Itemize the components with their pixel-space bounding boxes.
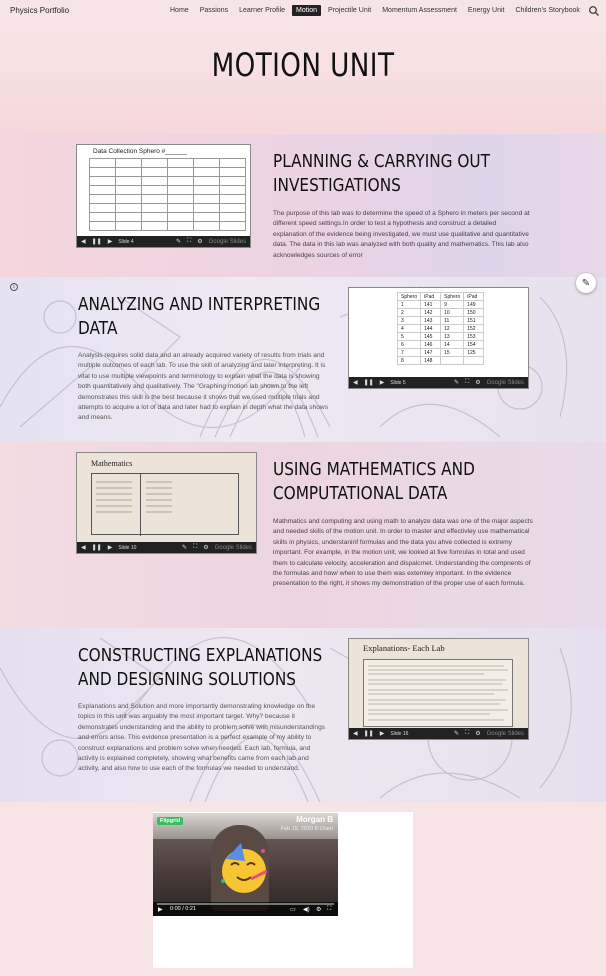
edit-pencil-button[interactable]: ✎: [576, 273, 596, 293]
nav-item-projectile-unit[interactable]: Projectile Unit: [328, 7, 372, 14]
slide-number[interactable]: Slide 4: [118, 238, 134, 245]
next-icon[interactable]: ▶: [107, 239, 113, 245]
pause-icon[interactable]: ❚❚: [363, 380, 374, 386]
table-cell: 8: [398, 357, 421, 365]
section-heading: ANALYZING AND INTERPRETING DATA: [78, 294, 321, 339]
slide-controls: [349, 728, 528, 739]
slides-embed-mathematics[interactable]: [76, 452, 257, 554]
video-date: Feb 19, 2020 8:15am: [280, 826, 333, 832]
previous-icon[interactable]: ◀: [353, 731, 358, 737]
pause-icon[interactable]: ❚❚: [363, 731, 374, 737]
video-time: 0:00 / 0:21: [170, 906, 196, 912]
section-planning: [0, 134, 606, 277]
table-cell: 146: [421, 341, 441, 349]
info-icon[interactable]: i: [10, 283, 18, 291]
table-cell: 13: [441, 333, 464, 341]
table-cell: 144: [421, 325, 441, 333]
slide-title: Explanations- Each Lab: [363, 643, 445, 653]
flipgrid-video[interactable]: [153, 813, 338, 916]
google-slides-logo: Google Slides: [214, 544, 252, 551]
lab-notes-lines: [364, 660, 514, 728]
table-cell: 9: [441, 301, 464, 309]
table-cell: 12: [441, 325, 464, 333]
slide-number[interactable]: Slide 10: [118, 544, 137, 551]
table-cell: 3: [398, 317, 421, 325]
table-cell: 2: [398, 309, 421, 317]
slides-embed-explanations[interactable]: [348, 638, 529, 740]
slides-embed-data-collection[interactable]: [76, 144, 251, 248]
google-slides-logo: Google Slides: [486, 379, 524, 386]
section-body: Analysis requires solid data and an already acquired variety of results from trials and multiple outcomes of each lab. To use the skill of analyzing and later interpreting. It is vital to use multiple viewpoints and terminology to explain what the data is showing both quantitatively and qualitatively. The "Graphing motion lab shown to the left demonstrates this skill is the best because it shows that we used multiple trials and attempts to acquire a lot of data and later had to explain in depth what the data shows and means.: [78, 352, 328, 422]
nav-item-motion[interactable]: Motion: [292, 5, 321, 16]
table-cell: 1: [398, 301, 421, 309]
formula-lines: [92, 474, 240, 536]
table-cell: 153: [464, 333, 484, 341]
table-cell: 141: [421, 301, 441, 309]
pencil-icon[interactable]: ✎: [454, 380, 460, 386]
section-body: Mathmatics and computing and using math to analyze data was one of the major aspects and needed skills of the motion unit. In order to master and effectivley use mathematical skills in physics, understaninf formulas and the data you ahve collected is extremy important. For example, in the motion unit, we looked at five fomrulas in total and used them to calculate velocity, acceleration and dispalcmet. Understanding the compnents of the formulas and how/ when to use them was extemley important. In the evidence presentation to the right, it shows my demonstration of the proper use of each formula.: [273, 518, 533, 588]
table-cell: 149: [464, 301, 484, 309]
nav-item-momentum-assessment[interactable]: Momentum Assessment: [382, 7, 457, 14]
formula-box: [91, 473, 239, 535]
section-body: Explanations and Solution and more importantly demonstrating knowledge on the topics in this unit was arguably the most important target. Why? because it demonstrates understanding and the ability to problem solve with misunderstandings and errors arise. This evidence presentation is a perfect example of my ability to construct explanations and problem solve when needed. Each lab, formula, and activity is explained completely, showing what benefits came from each lab and activity, and also how to use each of the formulas we needed to understand.: [78, 703, 326, 773]
gear-icon[interactable]: ⚙: [316, 907, 322, 913]
table-cell: 154: [464, 341, 484, 349]
table-cell: 147: [421, 349, 441, 357]
table-header: iPad: [464, 293, 484, 301]
search-icon[interactable]: [588, 5, 600, 17]
slide-controls: [77, 236, 250, 247]
table-cell: [464, 357, 484, 365]
section-analyzing: [0, 277, 606, 442]
google-slides-logo: Google Slides: [208, 238, 246, 245]
section-heading: CONSTRUCTING EXPLANATIONS AND DESIGNING SOLUTIONS: [78, 645, 323, 690]
gear-icon[interactable]: ⚙: [203, 545, 209, 551]
previous-icon[interactable]: ◀: [81, 545, 86, 551]
nav-item-passions[interactable]: Passions: [199, 7, 229, 14]
gear-icon[interactable]: ⚙: [197, 239, 203, 245]
flipgrid-badge: Flipgrid: [157, 817, 183, 825]
table-cell: 7: [398, 349, 421, 357]
gear-icon[interactable]: ⚙: [475, 731, 481, 737]
table-header: Sphero: [441, 293, 464, 301]
hero-banner: [0, 24, 606, 134]
table-cell: 11: [441, 317, 464, 325]
pencil-icon[interactable]: ✎: [182, 545, 188, 551]
table-cell: 10: [441, 309, 464, 317]
party-face-emoji: [217, 841, 271, 895]
table-cell: 152: [464, 325, 484, 333]
top-bar: [0, 0, 606, 24]
site-title[interactable]: Physics Portfolio: [10, 6, 70, 15]
lab-notes-box: [363, 659, 513, 727]
fullscreen-icon[interactable]: ⛶: [327, 906, 332, 912]
slide-controls: [77, 542, 256, 553]
section-heading: USING MATHEMATICS AND COMPUTATIONAL DATA: [273, 459, 475, 504]
pause-icon[interactable]: ❚❚: [91, 239, 102, 245]
fullscreen-icon[interactable]: ⛶: [193, 544, 198, 550]
table-cell: 143: [421, 317, 441, 325]
slides-embed-sphero-ipad[interactable]: [348, 287, 529, 389]
pause-icon[interactable]: ❚❚: [91, 545, 102, 551]
slide-title: Data Collection Sphero #______: [93, 148, 187, 155]
fullscreen-icon[interactable]: ⛶: [187, 238, 192, 244]
table-cell: 5: [398, 333, 421, 341]
video-author: Morgan B: [296, 815, 333, 824]
slide-controls: [349, 377, 528, 388]
next-icon[interactable]: ▶: [107, 545, 113, 551]
table-cell: 150: [464, 309, 484, 317]
volume-icon[interactable]: ◀): [303, 907, 310, 913]
video-progress-track[interactable]: [157, 903, 334, 905]
captions-icon[interactable]: ▭: [290, 907, 296, 913]
table-cell: 151: [464, 317, 484, 325]
sphero-ipad-table: [397, 292, 484, 365]
slide-number[interactable]: Slide 16: [390, 730, 409, 737]
table-cell: 148: [421, 357, 441, 365]
table-cell: 125: [464, 349, 484, 357]
nav-item-home[interactable]: Home: [170, 7, 189, 14]
data-collection-table: [89, 158, 246, 231]
nav-item-learner-profile[interactable]: Learner Profile: [239, 7, 286, 14]
previous-icon[interactable]: ◀: [353, 380, 358, 386]
pencil-icon[interactable]: ✎: [176, 239, 182, 245]
gear-icon[interactable]: ⚙: [475, 380, 481, 386]
video-controls: [153, 902, 338, 916]
section-explanations: [0, 628, 606, 802]
table-cell: 6: [398, 341, 421, 349]
slide-number[interactable]: Slide 5: [390, 379, 406, 386]
table-header: Sphero: [398, 293, 421, 301]
table-cell: 4: [398, 325, 421, 333]
table-header: iPad: [421, 293, 441, 301]
section-heading: PLANNING & CARRYING OUT INVESTIGATIONS: [273, 151, 490, 196]
table-cell: 145: [421, 333, 441, 341]
table-cell: 15: [441, 349, 464, 357]
pencil-icon[interactable]: ✎: [454, 731, 460, 737]
slide-title: Mathematics: [91, 459, 133, 468]
nav-item-energy-unit[interactable]: Energy Unit: [467, 7, 505, 14]
next-icon[interactable]: ▶: [379, 731, 385, 737]
google-slides-logo: Google Slides: [486, 730, 524, 737]
page-title: MOTION UNIT: [211, 46, 395, 84]
next-icon[interactable]: ▶: [379, 380, 385, 386]
section-mathematics: [0, 442, 606, 628]
play-icon[interactable]: ▶: [158, 907, 163, 913]
section-body: The purpose of this lab was to determine the speed of a Sphero in meters per second at different speed settings.In order to test a hypothesis and construct a detailed explanation of the evidence being investigated, we must use qualitative and quantitative data. The data in this lab was analyzed with both quality and mathematics. This lab also acknowledges sources of error: [273, 210, 530, 259]
table-cell: [441, 357, 464, 365]
nav-item-childrens-storybook[interactable]: Children's Storybook: [515, 7, 580, 14]
main-nav: [166, 5, 587, 16]
table-cell: 14: [441, 341, 464, 349]
table-cell: 142: [421, 309, 441, 317]
fullscreen-icon[interactable]: ⛶: [465, 379, 470, 385]
fullscreen-icon[interactable]: ⛶: [465, 730, 470, 736]
previous-icon[interactable]: ◀: [81, 239, 86, 245]
